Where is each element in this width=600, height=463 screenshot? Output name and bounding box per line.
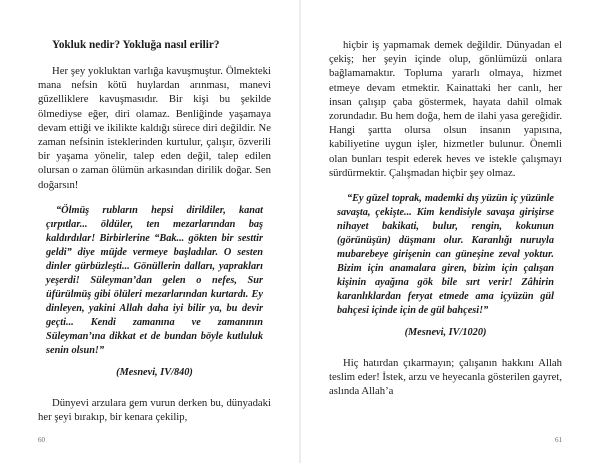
left-paragraph-1: Her şey yokluktan varlığa kavuşmuştur. Ölmekteki mana nefsin kötü huylardan arınması, manevi güzelliklere kavuşmasıdır. Bir kişi bu şekilde ölmediyse eğer, diri olamaz. Benliğinde yaşamaya devam ettiği ve ikilikte kaldığı sürece diri değildir. Ne zaman nefsinin isteklerinden kurtulur, çalışır, özverili bir yaşama yönelir, talep eden değil, talep edilen olursan o zaman ölümün arkasından dirilik doğar. Sen doğarsın! [38, 65, 271, 191]
left-page [0, 0, 299, 463]
right-page-number: 61 [555, 436, 562, 444]
left-quote: “Ölmüş rubların hepsi dirildiler, kanat çırpıtlar... öldüler, ten mezarlarından baş kaldırdılar! Birbirlerine “Bak... gökten bir sesttir geldi” diye müjde vermeye başladılar. O sesten dinler gürbüzleşti... Gönüllerin dalları, yaprakları yeşerdi! Süleyman’dan gelen o nefes, Sur üfürülmüş gibi ölüleri mezarlarından kurtardı. Ey dinleyen, yakini Allah daha iyi bilir ya, bu devir geçti... Kendi zamanına ve zamanının Süleyman’ına dikkat et de bundan böyle kutluluk senin olsun!” [46, 204, 263, 356]
right-paragraph-2: Hiç hatırdan çıkarmayın; çalışanın hakkını Allah teslim eder! İstek, arzu ve heyecanla gösterilen gayret, aslında Allah’a [329, 357, 562, 398]
right-citation: (Mesnevi, IV/1020) [404, 327, 487, 339]
section-heading: Yokluk nedir? Yokluğa nasıl erilir? [52, 39, 220, 51]
right-page [301, 0, 600, 463]
left-paragraph-2: Dünyevi arzulara gem vurun derken bu, dünyadaki her şeyi bırakıp, bir kenara çekilip, [38, 396, 271, 424]
right-quote: “Ey güzel toprak, mademki dış yüzün iç yüzünle savaşta, çekişte... Kim kendisiyle savaşa girişirse nihayet bakikati, bulur, rengin, kokunun (görünüşün) düşmanı olur. Karanlığı nuruyla mubarebeye girişenin can güneşine zeval yoktur. Bizim için anamalara giren, bizim için çalışan kişinin ayağına gök bile sırt verir! Zâhirin karanlıklardan feryat etmede ama içyüzün gül bahçesi içinde için de gül bahçesi!” [337, 193, 554, 317]
right-paragraph-1: hiçbir iş yapmamak demek değildir. Dünyadan el çekiş; her şeyin içinde olup, gönlümüzü onlara bağlamamaktır. Topluma yararlı olmaya, hizmet etmeye devam etmektir. Kainattaki her canlı, her insan çalışıp çaba göstermek, hayata dahil olmak zorundadır. Bu hem doğa, hem de ilahi yasa gereğidir. Hangi şartta olursa olsun insanın yapısına, kabiliyetine uygun işler, hizmetler bulunur. Önemli olan bunları tespit ederek heves ve istekle çalışmayı sürdürmektir. Çalışmadan hiçbir şey olmaz. [329, 39, 562, 179]
left-citation: (Mesnevi, IV/840) [116, 366, 193, 378]
left-page-number: 60 [38, 436, 45, 444]
